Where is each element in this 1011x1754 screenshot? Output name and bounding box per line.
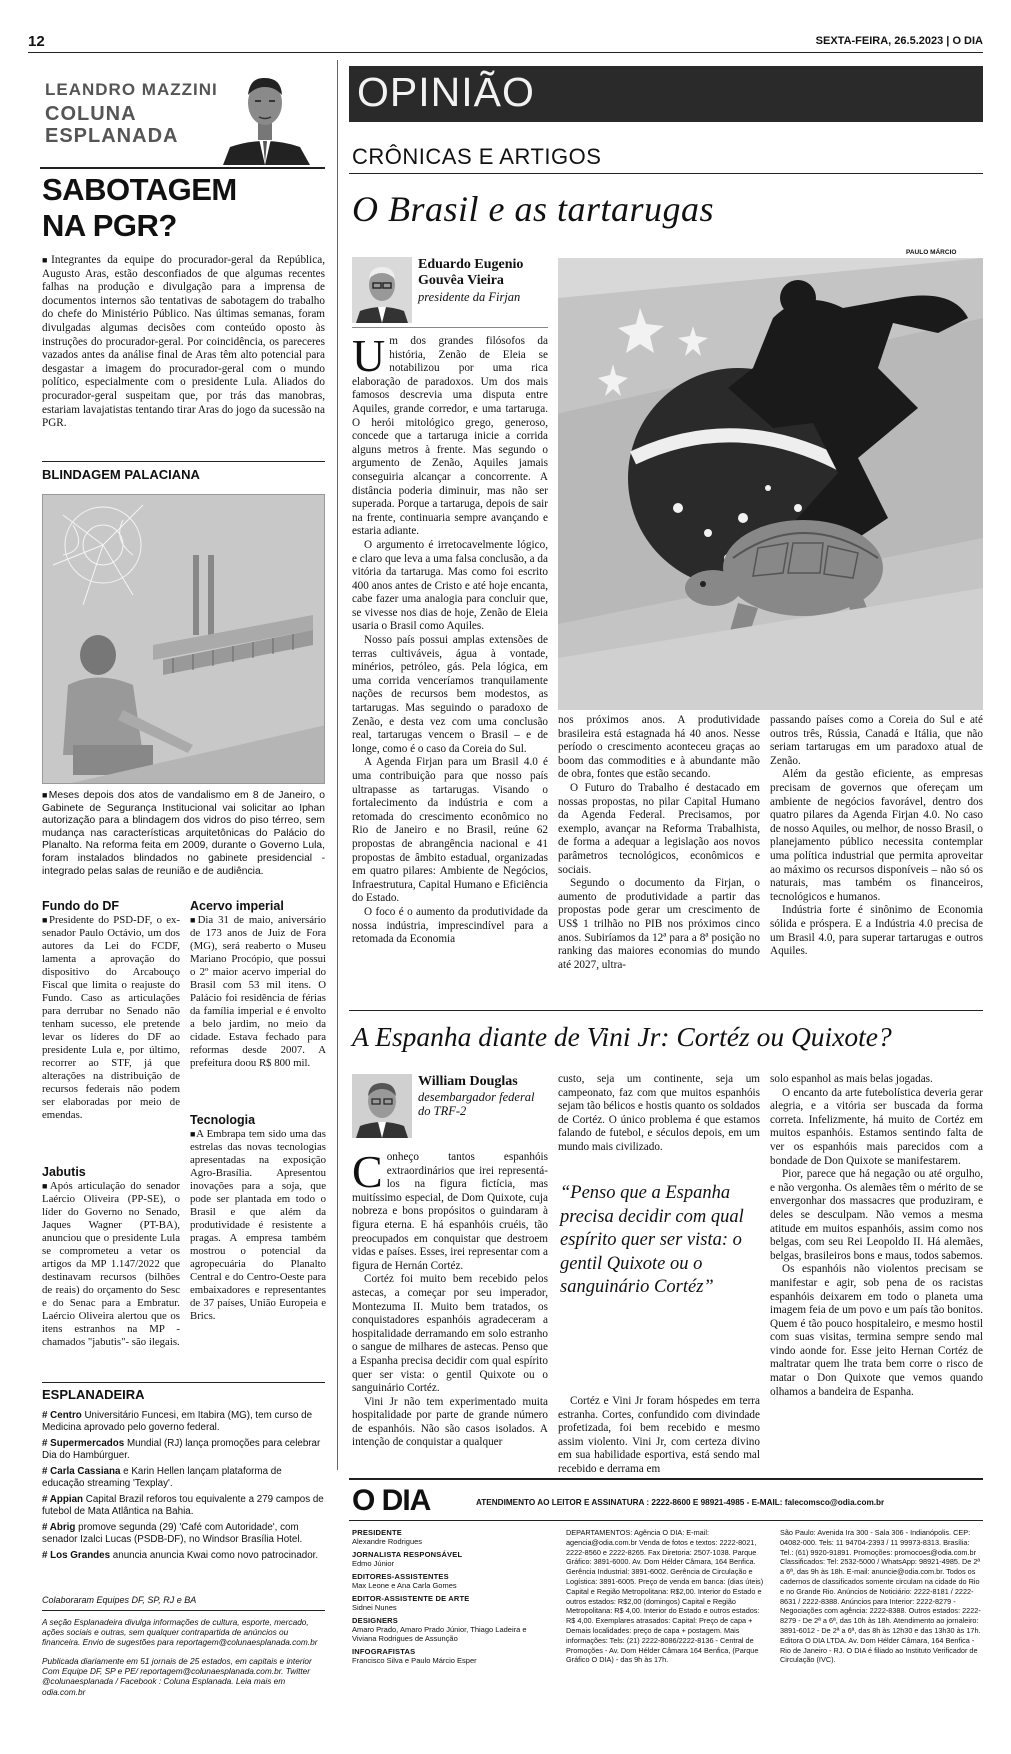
esplanadeira-item: # Centro Universitário Funcesi, em Itabira (MG), tem curso de Medicina aprovado pelo governo federal. — [42, 1410, 313, 1433]
article-1-title: O Brasil e as tartarugas — [352, 189, 715, 229]
headline-line-2: NA PGR? — [42, 208, 177, 243]
columnist-name: LEANDRO MAZZINI — [45, 80, 218, 99]
paragraph: O encanto da arte futebolística deveria gerar alegria, e a vitória ser buscada da forma correta. Infelizmente, há muito de Cortéz em muitos espanhóis. Estamos sentindo falta de ver os espanhóis mais parecidos com a bondade de Don Quixote se manifestarem. — [770, 1086, 983, 1167]
esplanadeira-list — [42, 1410, 325, 1566]
footer-rule-mid — [349, 1520, 983, 1521]
staff-name: Edmo Júnior — [352, 1559, 395, 1568]
column-header-rule — [40, 167, 325, 169]
author-2-photo — [352, 1074, 412, 1138]
separator: | — [946, 35, 953, 47]
cartoon-illustration — [42, 494, 325, 784]
author-2-role: desembargador federal do TRF-2 — [418, 1090, 535, 1118]
column-divider — [337, 60, 338, 1470]
paragraph: O Futuro do Trabalho é destacado em nossas propostas, no pilar Capital Humano da Agenda Federal. Precisamos, por exemplo, avançar na Reforma Trabalhista, de forma a adequar a legislação aos novos parâmetros tecnológicos, econômicos e sociais. — [558, 781, 760, 876]
illustration-credit: PAULO MÁRCIO — [906, 249, 957, 256]
esplanadeira-item: # Appian Capital Brazil reforos tou equivalente a 279 campos de futebol de Mata Atlântica na Bahia. — [42, 1494, 324, 1517]
paragraph: solo espanhol as mais belas jogadas. — [770, 1073, 933, 1085]
section-title: OPINIÃO — [357, 69, 535, 115]
staff-role: INFOGRAFISTAS — [352, 1647, 416, 1656]
article-2-col-1 — [352, 1146, 548, 1450]
staff-role: JORNALISTA RESPONSÁVEL — [352, 1550, 463, 1559]
tecnologia-text: ■ A Embrapa tem sido uma das estrelas das novas tecnologias apresentadas na exposição Agro-Brasília. Apresentou inovações para a soja, que pode ser plantada em todo o Brasil e que além da produtividade é resistente a pragas. A empresa também mostrou o potencial da agropecuária do Planalto Central e do Centro-Oeste para embaixadores e representantes de 37 países, União Europeia e Brics. — [190, 1128, 326, 1323]
section-banner — [349, 66, 983, 122]
subsection-rule — [349, 173, 983, 174]
footer-logo: O DIA — [352, 1484, 431, 1517]
brand: O DIA — [952, 35, 983, 47]
staff-name: Francisco Silva e Paulo Márcio Esper — [352, 1656, 477, 1665]
header-rule — [28, 52, 983, 53]
article-1-col-2 — [558, 714, 760, 972]
esplanadeira-item: # Supermercados Mundial (RJ) lança promoções para celebrar Dia do Hambúrguer. — [42, 1438, 321, 1461]
columnist-photo — [215, 65, 315, 165]
page-number: 12 — [28, 33, 45, 50]
paragraph: Nosso país possui amplas extensões de terras cultiváveis, água à vontade, minérios, petróleo, gás. Pela lógica, em uma corrida venceríamos tranquilamente nações de recursos bem modestos, as tartarugas. Mas seguindo o paradoxo de Zenão, e desta vez com uma conclusão real, tartarugas vencem o Brasil – e de longe, como é o caso da Coreia do Sul. — [352, 634, 548, 755]
author-2-name: William Douglas — [418, 1074, 518, 1089]
section-blindagem: BLINDAGEM PALACIANA — [42, 467, 200, 482]
article-2-col-2-top: custo, seja um continente, seja um campeonato, faz com que muitos espanhóis sejam tão bélicos e hostis quanto os soldados de Cortéz. O único problema é que estamos falando de futebol, e séculos depois, em um mundo mais civilizado. — [558, 1073, 760, 1153]
author-1-photo — [352, 257, 412, 323]
article-1-illustration — [558, 258, 983, 710]
paragraph: nos próximos anos. A produtividade brasileira está estagnada há 40 anos. Nesse período o crescimento aconteceu graças ao boom das commodities e à abundante mão de obra, fontes que estão secando. — [558, 714, 760, 781]
staff-name: Amaro Prado, Amaro Prado Júnior, Thiago Ladeira e Viviana Rodrigues de Assunção — [352, 1625, 527, 1643]
column-name-1: COLUNA — [45, 103, 137, 125]
departamentos-text: DEPARTAMENTOS: Agência O DIA: E-mail: agencia@odia.com.br Venda de fotos e textos: 2222-8021, 2222-8560 e 2222-8265. Fax Diretoria: 2507-1038. Parque Gráfico: 3891-6000. Av. Dom Hélder Câmara, 164 Benfica. Gerência Industrial: 3891-6002. Gerência de Circulação e Logística: 3891-6005. Preço de venda em banca: (dias úteis) Capital e Região Metropolitana: R$2,00. Interior do Estado e outros estados: R$2,00 (domingos) Capital e Região Metropolitana: R$ 4,00. Interior do Estado e outros estados: R$ 4,00. Exemplares atrasados: Capital: Preço de capa + Demais localidades: preço de capa + postagem. Mais informações: Tels: (21) 2222-8086/2222-8136 - Central de Promoções - Av. Dom Hélder Câmara 164 Benfica, (Parque Gráfico O DIA) - das 9h às 17h. — [566, 1528, 764, 1665]
headline-line-1: SABOTAGEM — [42, 172, 237, 207]
drop-cap: U — [352, 330, 386, 381]
paragraph: O argumento é irretocavelmente lógico, e claro que leva a uma falsa conclusão, a da vitória da tartaruga. Mas como foi escrito 400 anos antes de Cristo e até hoje encanta, cabe fazer uma analogia para concluir que, se vivesse nos dias de hoje, Zenão de Eleia usaria o Brasil como Aquiles. — [352, 538, 548, 633]
cartoon-caption: ■ Meses depois dos atos de vandalismo em 8 de Janeiro, o Gabinete de Segurança Institucional vai solicitar ao Iphan autorização para a blindagem dos vidros do piso térreo, sem mudança nas características arquitetônicas do Palácio do Planalto. Na reforma feita em 2009, durante o Governo Lula, foram instalados blindados no gabinete presidencial - integrado pelas salas de reunião e de audiência. — [42, 789, 325, 878]
acervo-title: Acervo imperial — [190, 899, 284, 913]
paragraph: Pior, parece que há negação ou até orgulho, e não vergonha. Os alemães têm o mérito de se envergonhar dos massacres que produziram, e deles se desculpam. Não vemos a mesma atitude em muitos espanhóis, assim como nos belgas, com seu Rei Leopoldo II. Há alemães, belgas, brasileiros bons e maus, todos sabemos. — [770, 1168, 983, 1262]
paragraph: Cortéz foi muito bem recebido pelos astecas, a começar por seu imperador, Montezuma II. Muito bem tratados, os conquistadores espanhóis agradeceram a hospitalidade derramando em solo estranho o sangue de milhares de astecas. Penso que a Espanha precisa decidir com qual espírito quer ser vista: o gentil Quixote ou o sanguinário Cortéz. — [352, 1273, 548, 1395]
paragraph: O foco é o aumento da produtividade da nossa indústria, imprescindível para a retomada da Economia — [352, 905, 548, 946]
esplanadeira-title: ESPLANADEIRA — [42, 1387, 145, 1402]
date-line — [816, 35, 983, 47]
paragraph: Os espanhóis não violentos precisam se manifestar e agir, sob pena de os racistas espanhóis deixarem em todo o planeta uma imagem feia de um povo e um país tão bonitos. Quem é tão pouco hospitaleiro, e mesmo hostil com suas visitas, termina sempre sendo mal vindo aonde for. Esse jeito Hernan Cortéz de maltratar quem lhe trata bem corre o risco de matar o Don Quixote que vemos quando olhamos a bandeira de Espanha. — [770, 1263, 983, 1398]
fundo-title: Fundo do DF — [42, 899, 120, 913]
article-1-col-1 — [352, 330, 549, 947]
paragraph: A Agenda Firjan para um Brasil 4.0 é uma contribuição para que nosso país ultrapasse as tartarugas. Visando o fortalecimento da indústria e com a retomada do crescimento econômico no Rio de Janeiro e no Brasil, reúne 62 propostas de abrangência nacional e 41 propostas de âmbito estadual, organizadas em quatro pilares: Ambiente de Negócios, Infraestrutura, Capital Humano e Eficiência do Estado. — [352, 756, 549, 905]
author-1-rule — [352, 327, 548, 328]
staff-list — [352, 1528, 552, 1669]
article-divider — [349, 1010, 983, 1011]
esplanadeira-item: # Los Grandes anuncia anuncia Kwai como novo patrocinador. — [42, 1550, 319, 1561]
tecnologia-title: Tecnologia — [190, 1113, 256, 1127]
paragraph: Além da gestão eficiente, as empresas precisam de governos que ofereçam um ambiente de negócios favorável, dentro dos quatro pilares da Agenda Firjan 4.0. No caso de nosso Aquiles, ou melhor, de nosso Brasil, o planejamento público necessita contemplar uma política industrial que permita aproveitar ao máximo os recursos disponíveis – não só os naturais, mas também os financeiros, tecnológicos e humanos. — [770, 768, 983, 903]
subsection-title: CRÔNICAS E ARTIGOS — [352, 144, 602, 169]
jabutis-text: ■ Após articulação do senador Laércio Oliveira (PP-SE), o líder do Governo no Senado, Jaques Wagner (PT-BA), anunciou que o presidente Lula se comprometeu a vetar os artigos da MP 1.147/2022 que destinavam recursos (bilhões de reais) do orçamento do Sesc e do Senac para a Embratur. Laércio Oliveira alertou que os itens estranhos na MP - chamados "jabutis"- são ilegais. — [42, 1180, 180, 1349]
paragraph: Vini Jr não tem experimentado muita hospitalidade por parte de grande número de espanhóis. Não são casos isolados. A intenção de conquistar a qualquer — [352, 1395, 548, 1449]
author-1-role: presidente da Firjan — [418, 290, 521, 304]
staff-name: Sidnei Nunes — [352, 1603, 397, 1612]
paragraph: Conheço tantos espanhóis extraordinários que irei representá-los na figura fictícia, mas muitíssimo especial, de Dom Quixote, cuja nobreza e bons propósitos o guindaram à figura eterna. E há espanhóis cruéis, tão preocupados em conquistar que destroem vidas e países. Esses, irei representar com a figura de Hernán Cortéz. — [352, 1146, 548, 1272]
esplanadeira-item: # Abrig promove segunda (29) 'Café com Autoridade', com senador Izalci Lucas (PSDB-DF), no Windsor Brasília Hotel. — [42, 1522, 303, 1545]
esplanadeira-rule — [42, 1382, 325, 1383]
article-2-col-2-bottom: Cortéz e Vini Jr foram hóspedes em terra estranha. Cortes, confundido com divindade profetizada, foi bem recebido e mesmo assim violento. Vini Jr, com certeza divino em sua habilidade esportiva, está sendo mal recebido e derrama em — [558, 1395, 760, 1475]
footnote-rule — [42, 1610, 325, 1611]
fundo-text: ■ Presidente do PSD-DF, o ex-senador Paulo Octávio, um dos autores da Lei do FCDF, lamenta a aprovação do dispositivo do Arcabouço Fiscal que limita o reajuste do Fundo. Caso as articulações para derrubar no Senado não tenham sucesso, ele pretende levar os líderes do DF ao presidente Lula e, por último, recorrer ao STF, já que alterações na distribuição de recursos federais não podem ser elaboradas por meio de emendas. — [42, 914, 180, 1122]
paragraph: Segundo o documento da Firjan, o aumento de produtividade a partir das propostas pode gerar um crescimento de US$ 1 trilhão no PIB nos próximos cinco anos. Subiríamos da 12ª para a 8ª posição no ranking das maiores economias do mundo até 2027, ultra- — [558, 877, 760, 971]
collab-line: Colaboraram Equipes DF, SP, RJ e BA — [42, 1595, 197, 1605]
staff-role: EDITOR-ASSISTENTE DE ARTE — [352, 1594, 470, 1603]
sucursais-text: São Paulo: Avenida Ira 300 - Sala 306 - Indianópolis. CEP: 04082-000. Tels: 11 94704-2393 / 11 99973-8313. Brasília: Tel.: (61) 9920-91891. Promoções: promocoes@odia.com.br Classificados: Tel: 2532-5000 / WhatsApp: 98921-4985. De 2ª a 6ª, das 9h às 18h. E-mail: anuncie@odia.com.br. Todos os cadernos de classificados somente circulam na cidade do Rio e no Grande Rio. Anúncios de Noticiário: 2222-8181 / 2222-8631 / 2222-8388. Anúncios para Interior: 2222-8279 - Negociações com agência: 2222-8388. Outros estados: 2222-8279 - De 2ª a 6ª, das 10h às 18h. Atendimento ao jornaleiro: 3891-6012 - De 2ª a 6ª, das 8h às 12h30 e das 13h30 às 17h. Editora O DIA LTDA. Av. Dom Hélder Câmara, 164 Benfica - Rio de Janeiro - RJ. O DIA é filiado ao Instituto Verificador de Circulação (IVC). — [780, 1528, 981, 1665]
article-2-col-3 — [770, 1073, 983, 1399]
staff-role: DESIGNERS — [352, 1616, 398, 1625]
lead-paragraph: ■ Integrantes da equipe do procurador-geral da República, Augusto Aras, estão desconfiados de que algumas recentes falhas na produção e divulgação para a imprensa de documentos internos são tentativas de sabotagem do trabalho do chefe do Ministério Público. Nas últimas semanas, foram divulgadas algumas decisões com conteúdo oposto às instruções do procurador-geral. Por coincidência, os pareceres vazados antes da análise final de Aras têm alto potencial para desgastar a imagem do procurador-geral com o mundo político, especialmente com o presidente Lula. Aliados do procurador-geral suspeitam que, por trás das manobras, estariam lavajatistas tentando tirar Aras do jogo da sucessão na PGR. — [42, 254, 325, 431]
footnote-2: Publicada diariamente em 51 jornais de 25 estados, em capitais e interior Com Equipe DF, SP e PE/ reportagem@colunaesplanada.com.br. Twitter @colunaesplanada / Facebook : Coluna Esplanada. Leia mais em odia.com.br — [42, 1656, 312, 1697]
column-name-2: ESPLANADA — [45, 125, 179, 147]
blindagem-rule — [42, 461, 325, 462]
author-1-name: Eduardo Eugenio Gouvêa Vieira — [418, 257, 524, 288]
article-2-title: A Espanha diante de Vini Jr: Cortéz ou Quixote? — [352, 1021, 892, 1052]
article-1-col-3 — [770, 714, 983, 959]
jabutis-title: Jabutis — [42, 1165, 86, 1179]
drop-cap: C — [352, 1146, 383, 1197]
staff-name: Max Leone e Ana Carla Gomes — [352, 1581, 457, 1590]
paragraph: Indústria forte é sinônimo de Economia sólida e próspera. E a Indústria 4.0 precisa de um Brasil 4.0, para superar tartarugas e outros Aquiles. — [770, 904, 983, 958]
service-line: ATENDIMENTO AO LEITOR E ASSINATURA : 2222-8600 E 98921-4985 - E-MAIL: falecomsco@odia.com.br — [476, 1498, 885, 1507]
footer-rule-top — [349, 1478, 983, 1480]
staff-role: EDITORES-ASSISTENTES — [352, 1572, 449, 1581]
pull-quote: “Penso que a Espanha precisa decidir com qual espírito quer ser vista: o gentil Quixote ou o sanguinário Cortéz” — [560, 1183, 744, 1297]
date: SEXTA-FEIRA, 26.5.2023 — [815, 35, 944, 47]
staff-role: PRESIDENTE — [352, 1528, 402, 1537]
footnote-1: A seção Esplanadeira divulga informações de cultura, esporte, mercado, ações sociais e outras, sem qualquer contrapartida de anúncios ou financeira. Envio de sugestões para reportagem@colunaesplanada.com.br — [42, 1617, 318, 1648]
esplanadeira-item: # Carla Cassiana e Karin Hellen lançam plataforma de educação streaming 'Texplay'. — [42, 1466, 282, 1489]
paragraph: Um dos grandes filósofos da história, Zenão de Eleia se notabilizou por uma rica elaboração de paradoxos. Um dos mais famosos descrevia uma disputa entre Aquiles, grande corredor, e uma tartaruga. O herói mitológico grego, generoso, concede que a tartaruga inicie a corrida alguns metros à frente. Mas segundo o argumento de Zenão, Aquiles jamais conseguiria alcançar a concorrente. A distância poderia diminuir, mas não ser superada. Porque a tartaruga, depois de sair na frente, continuaria sempre avançando e estaria adiante. — [352, 330, 548, 538]
paragraph: passando países como a Coreia do Sul e até outros três, Rússia, Canadá e Itália, que não seriam tartarugas em um paradoxo atual de Zenão. — [770, 714, 983, 767]
staff-name: Alexandre Rodrigues — [352, 1537, 423, 1546]
acervo-text: ■ Dia 31 de maio, aniversário de 173 anos de Juiz de Fora (MG), será reaberto o Museu Mariano Procópio, que possui o 2º maior acervo imperial do Brasil com 53 mil itens. O Palácio foi residência de férias da família imperial e é envolto a belo jardim, no meio da cidade. Estava fechado para reformas desde 2007. A prefeitura doou R$ 800 mil. — [190, 914, 326, 1070]
